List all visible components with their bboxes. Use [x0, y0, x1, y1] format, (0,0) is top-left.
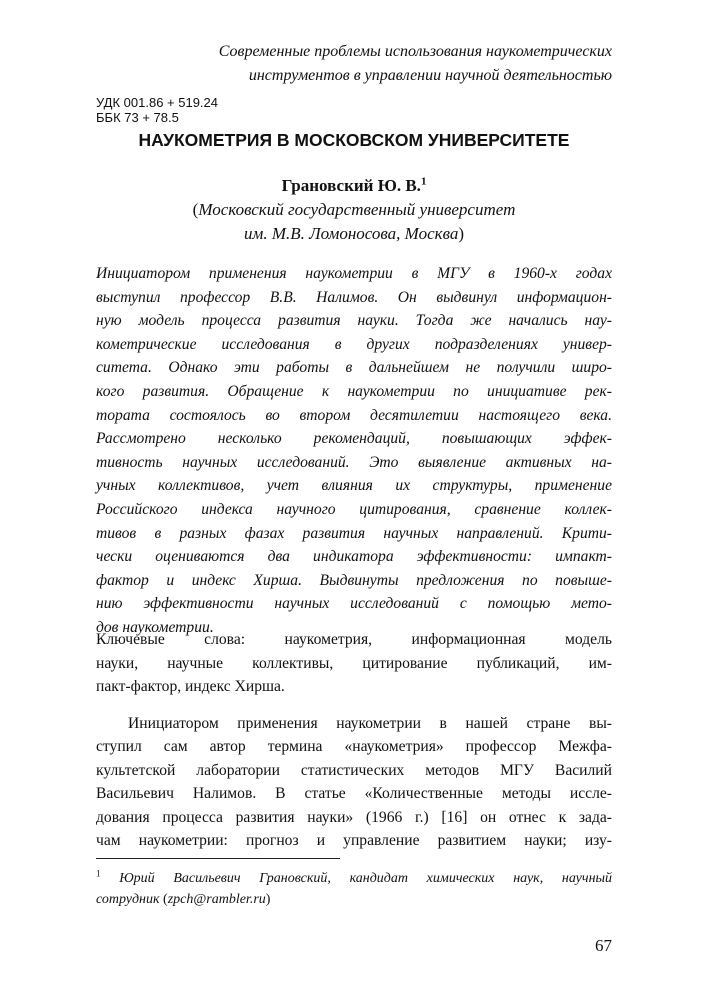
- affiliation-text-1: Московский государственный университет: [198, 200, 516, 219]
- footnote-divider: [96, 858, 340, 859]
- abstract-line: Рассмотрено несколько рекомендаций, повышающих эффек-: [96, 430, 612, 448]
- footnote: [96, 868, 612, 910]
- page-number: 67: [595, 936, 612, 955]
- abstract-line: фактор и индекс Хирша. Выдвинуты предложения по повыше-: [96, 571, 612, 589]
- abstract-line: кометрические исследования в других подразделениях универ-: [96, 335, 612, 353]
- abstract-line: тивность научных исследований. Это выявление активных на-: [96, 453, 612, 471]
- classification-codes: [96, 95, 218, 125]
- abstract-line: чески оцениваются два индикатора эффективности: импакт-: [96, 548, 612, 566]
- running-head-line-1: Современные проблемы использования наукометрических: [218, 43, 612, 60]
- affiliation-text-2: им. М.В. Ломоносова, Москва: [243, 224, 459, 243]
- footnote-email: zpch@rambler.ru: [167, 892, 266, 907]
- author-line: [96, 174, 612, 198]
- abstract-line: учных коллективов, учет влияния их структуры, применение: [96, 477, 612, 495]
- footnote-line-1: [96, 868, 612, 889]
- abstract-line: нию эффективности научных исследований с помощью мето-: [96, 595, 612, 613]
- keywords-line: Ключевые слова: наукометрия, информационная модель: [96, 631, 612, 648]
- body-line: дования процесса развития науки» (1966 г.) [16] он отнес к зада-: [96, 808, 612, 826]
- abstract-line: тората состоялось во втором десятилетии настоящего века.: [96, 406, 612, 424]
- body-line: культетской лаборатории статистических методов МГУ Василий: [96, 761, 612, 779]
- abstract: [96, 262, 612, 640]
- affiliation-line-2: [96, 222, 612, 246]
- body-paragraph: [96, 712, 612, 852]
- journal-page: [96, 0, 612, 1005]
- footnote-close-paren: ): [265, 892, 271, 907]
- running-head: [96, 40, 612, 88]
- bbk-code: ББК 73 + 78.5: [96, 110, 179, 125]
- footnote-text-2: сотрудник: [96, 892, 164, 907]
- affiliation-close-paren: ): [458, 224, 465, 243]
- body-line: Васильевич Налимов. В статье «Количественные методы иссле-: [96, 785, 612, 803]
- abstract-line: тивов в разных фазах развития научных направлений. Крити-: [96, 524, 612, 542]
- body-line: Инициатором применения наукометрии в нашей стране вы-: [128, 715, 612, 732]
- abstract-line: кого развития. Обращение к наукометрии по инициативе рек-: [96, 382, 612, 400]
- abstract-line: ситета. Однако эти работы в дальнейшем не получили широ-: [96, 359, 612, 377]
- keywords: [96, 628, 612, 699]
- keywords-line: науки, научные коллективы, цитирование публикаций, им-: [96, 654, 612, 672]
- author-footnote-mark: 1: [420, 175, 427, 188]
- affiliation-line-1: [96, 198, 612, 222]
- abstract-line: ную модель процесса развития науки. Тогда же начались нау-: [96, 312, 612, 330]
- footnote-open-paren: (: [163, 892, 168, 907]
- abstract-line: Инициатором применения наукометрии в МГУ в 1960-х годах: [96, 265, 612, 282]
- keywords-line: пакт-фактор, индекс Хирша.: [96, 678, 285, 695]
- body-line: ступил сам автор термина «наукометрия» профессор Межфа-: [96, 738, 612, 756]
- footnote-text-1: Юрий Васильевич Грановский, кандидат химических наук, научный: [119, 871, 612, 886]
- running-head-line-2: инструментов в управлении научной деятельностью: [248, 67, 612, 84]
- body-line: чам наукометрии: прогноз и управление развитием науки; изу-: [96, 832, 612, 850]
- udk-code: УДК 001.86 + 519.24: [96, 95, 219, 110]
- article-title: НАУКОМЕТРИЯ В МОСКОВСКОМ УНИВЕРСИТЕТЕ: [138, 130, 570, 150]
- abstract-line: дов наукометрии.: [96, 618, 214, 636]
- author-name: Грановский Ю. В.: [281, 176, 421, 195]
- abstract-line: Российского индекса научного цитирования, сравнение коллек-: [96, 500, 612, 518]
- footnote-mark: 1: [96, 868, 101, 879]
- abstract-line: выступил профессор В.В. Налимов. Он выдвинул информацион-: [96, 288, 612, 306]
- footnote-line-2: [96, 889, 612, 910]
- affiliation-open-paren: (: [192, 200, 199, 219]
- author-affiliation: [96, 198, 612, 246]
